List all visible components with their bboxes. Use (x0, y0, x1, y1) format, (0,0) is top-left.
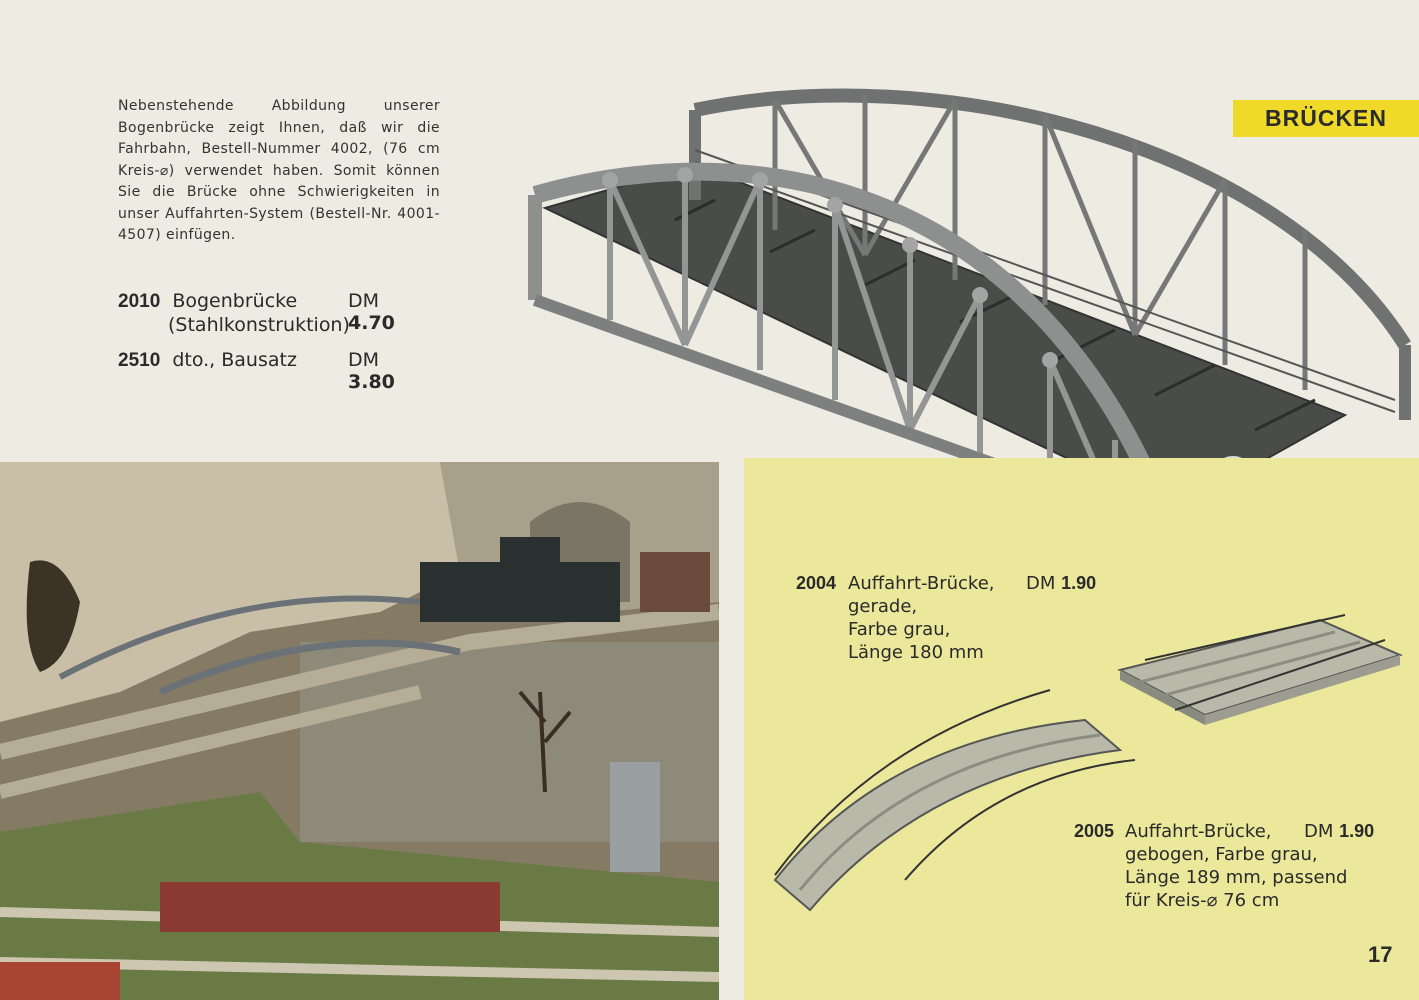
straight-ramp-image (1115, 600, 1415, 740)
product-number: 2510 (118, 350, 161, 371)
layout-photo (0, 462, 719, 1000)
product-number: 2010 (118, 291, 161, 312)
currency-label: DM (348, 349, 380, 371)
ramp-number: 2005 (1074, 821, 1115, 841)
product-name: dto., Bausatz (172, 349, 297, 371)
product-row-2510 (118, 349, 428, 393)
price-value: 3.80 (348, 371, 395, 393)
ramp-price (1304, 820, 1374, 843)
product-name: Bogenbrücke (172, 290, 298, 312)
currency-label: DM (1026, 573, 1056, 594)
ramp-name: Auffahrt-Brücke, (1125, 821, 1272, 842)
ramp-detail: gerade, (848, 596, 918, 617)
price-value: 1.90 (1339, 821, 1375, 841)
ramp-2004-text (796, 572, 1116, 664)
product-price (348, 290, 428, 334)
currency-label: DM (348, 290, 380, 312)
product-price (348, 349, 428, 393)
ramp-detail: Länge 189 mm, passend (1125, 867, 1348, 888)
page-number: 17 (1368, 942, 1393, 967)
ramp-number: 2004 (796, 573, 837, 593)
ramp-detail: Farbe grau, (848, 619, 951, 640)
ramp-detail: Länge 180 mm (848, 642, 984, 663)
ramp-detail: gebogen, Farbe grau, (1125, 844, 1318, 865)
ramp-price (1026, 572, 1096, 595)
ramp-detail: für Kreis-⌀ 76 cm (1125, 890, 1280, 911)
section-tag: BRÜCKEN (1233, 100, 1419, 137)
layout-scene (0, 462, 719, 1000)
price-value: 4.70 (348, 312, 395, 334)
product-name-line2: (Stahlkonstruktion) (168, 314, 350, 336)
intro-paragraph: Nebenstehende Abbildung unserer Bogenbrücke zeigt Ihnen, daß wir die Fahrbahn, Bestell-Nummer 4002, (76 cm Kreis-⌀) verwendet haben. Somit können Sie die Brücke ohne Schwierigkeiten in unser Auffahrten-System (Bestell-Nr. 4001-4507) einfügen. (118, 98, 440, 243)
price-value: 1.90 (1061, 573, 1097, 593)
ramp-2005-text (1074, 820, 1394, 912)
ramp-name: Auffahrt-Brücke, (848, 573, 995, 594)
currency-label: DM (1304, 821, 1334, 842)
